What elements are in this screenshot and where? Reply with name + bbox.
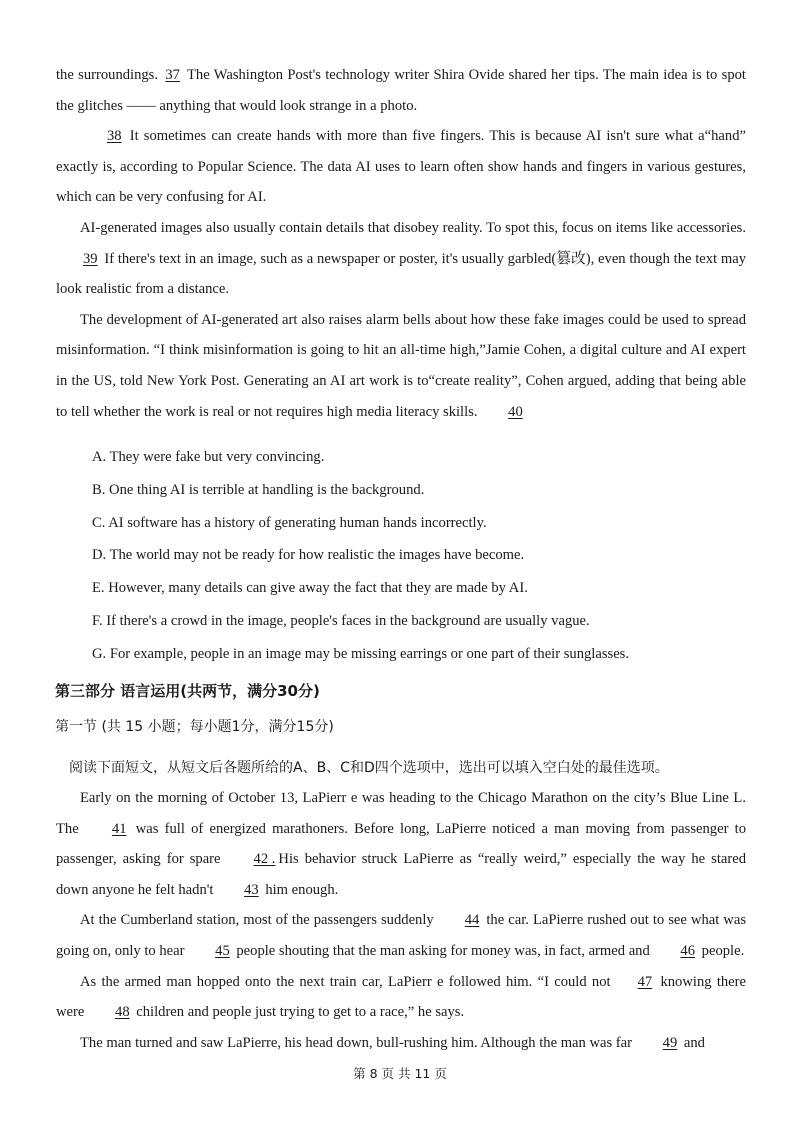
- section-subtitle: 第一节 (共 15 小题；每小题1分，满分15分): [55, 719, 334, 735]
- paragraph-5: Early on the morning of October 13, LaPierr e was heading to the Chicago Marathon on the city’s Blue Line L. The 41 was full of energized marathoners. Before long, LaPierre noticed a man moving from passenger to passenger, asking for spare 42 . His behavior struck LaPierre as “really weird,” especially the way he stared down anyone he felt hadn't 43 him enough.: [56, 783, 746, 905]
- blank-45: 45: [215, 942, 230, 959]
- blank-44: 44: [464, 912, 480, 929]
- blank-40: 40: [508, 403, 523, 420]
- paragraph-8: The man turned and saw LaPierre, his head down, bull-rushing him. Although the man was far 49 and: [56, 1028, 746, 1059]
- blank-49: 49: [662, 1034, 678, 1051]
- option-g: G. For example, people in an image may be missing earrings or one part of their sunglasses.: [92, 645, 629, 662]
- paragraph-7: As the armed man hopped onto the next train car, LaPierr e followed him. “I could not 47 knowing there were 48 children and people just trying to get to a race,” he says.: [56, 967, 746, 1028]
- blank-42: 42 .: [253, 851, 276, 868]
- option-c: C. AI software has a history of generating human hands incorrectly.: [92, 514, 487, 531]
- option-d: D. The world may not be ready for how realistic the images have become.: [92, 547, 525, 564]
- paragraph-4: The development of AI-generated art also raises alarm bells about how these fake images could be used to spread misinformation. “I think misinformation is going to hit an all-time high,”Jamie Cohen, a digital culture and AI expert in the US, told New York Post. Generating an AI art work is to“create reality”, Cohen argued, adding that being able to tell whether the work is real or not requires high media literacy skills. 40: [56, 305, 746, 427]
- blank-37: 37: [165, 67, 180, 83]
- passage-bottom: [56, 783, 746, 1058]
- blank-39: 39: [83, 250, 98, 267]
- blank-48: 48: [115, 1004, 130, 1021]
- passage-top: [56, 60, 746, 427]
- paragraph-6: At the Cumberland station, most of the passengers suddenly 44 the car. LaPierre rushed out to see what was going on, only to hear 45 people shouting that the man asking for money was, in fact, armed and 46 people.: [56, 905, 746, 966]
- page-footer: 第 8 页 共 11 页: [353, 1066, 447, 1081]
- paragraph-1: the surroundings. 37 The Washington Post's technology writer Shira Ovide shared her tips. The main idea is to spot the glitches —— anything that would look strange in a photo.: [56, 60, 746, 121]
- blank-41: 41: [111, 820, 127, 837]
- option-e: E. However, many details can give away the fact that they are made by AI.: [92, 580, 528, 597]
- section-title: 第三部分 语言运用(共两节，满分30分): [55, 682, 320, 700]
- blank-47: 47: [637, 973, 653, 990]
- option-b: B. One thing AI is terrible at handling is the background.: [92, 481, 425, 498]
- paragraph-2: 38 It sometimes can create hands with more than five fingers. This is because AI isn't sure what a“hand” exactly is, according to Popular Science. The data AI uses to learn often show hands and fingers in various gestures, which can be very confusing for AI.: [56, 121, 746, 213]
- blank-38: 38: [107, 128, 122, 145]
- options-list: [92, 441, 752, 671]
- blank-46: 46: [680, 942, 696, 959]
- paragraph-3: AI-generated images also usually contain details that disobey reality. To spot this, focus on items like accessories. 39 If there's text in an image, such as a newspaper or poster, it's usually garbled(篡改), even though the text may look realistic from a distance.: [56, 219, 746, 298]
- option-a: A. They were fake but very convincing.: [92, 449, 325, 465]
- section-instruction: 阅读下面短文，从短文后各题所给的A、B、C和D四个选项中，选出可以填入空白处的最佳选项。: [69, 760, 669, 776]
- option-f: F. If there's a crowd in the image, people's faces in the background are usually vague.: [92, 612, 590, 629]
- blank-43: 43: [244, 881, 259, 898]
